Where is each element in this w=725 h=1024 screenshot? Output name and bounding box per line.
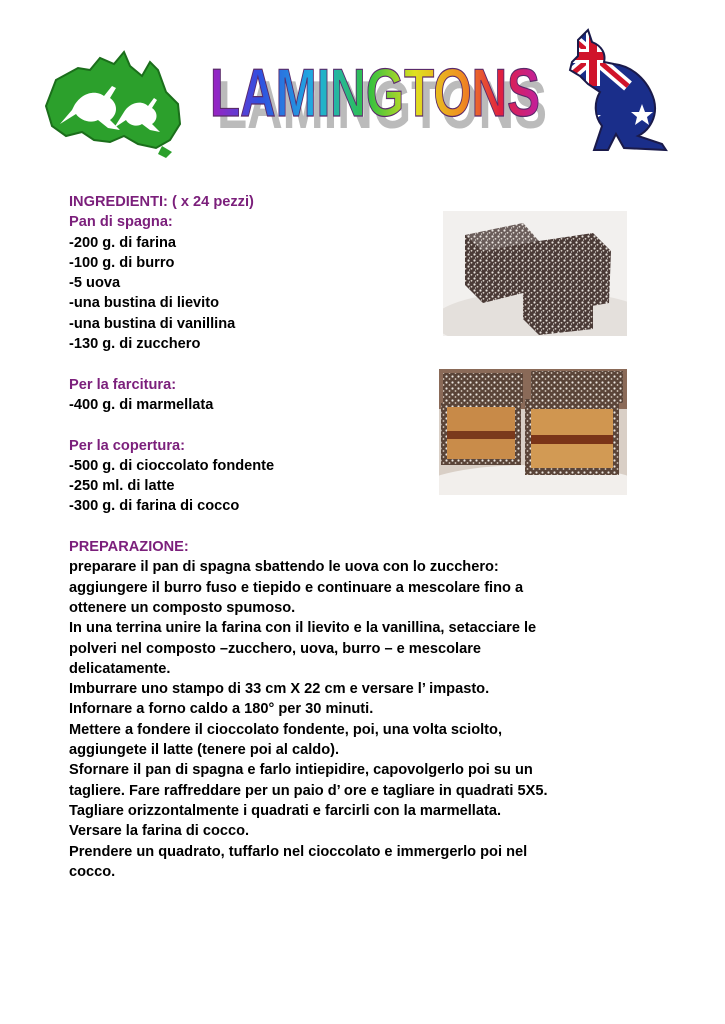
preparation-line: Sfornare il pan di spagna e farlo intiepidire, capovolgerlo poi su un xyxy=(69,762,533,779)
ingredient-item: -500 g. di cioccolato fondente xyxy=(69,457,275,474)
preparation-line: aggiungere il burro fuso e tiepido e continuare a mescolare fino a xyxy=(69,579,524,596)
australia-map-kangaroo-logo xyxy=(38,40,188,160)
preparation-line: tagliere. Fare raffreddare per un paio d’ ore e tagliare in quadrati 5X5. xyxy=(69,782,548,799)
preparation-line: preparare il pan di spagna sbattendo le uova con lo zucchero: xyxy=(69,559,499,576)
ingredient-item: -130 g. di zucchero xyxy=(69,336,201,353)
ingredient-item: -250 ml. di latte xyxy=(69,478,175,495)
preparation-line: Mettere a fondere il cioccolato fondente, poi, una volta sciolto, xyxy=(69,721,503,738)
section-heading-sponge: Pan di spagna: xyxy=(69,214,173,231)
preparation-line: Infornare a forno caldo a 180° per 30 minuti. xyxy=(69,701,374,718)
ingredient-item: -300 g. di farina di cocco xyxy=(69,498,240,515)
preparation-line: Prendere un quadrato, tuffarlo nel cioccolato e immergerlo poi nel xyxy=(69,843,528,860)
preparation-heading: PREPARAZIONE: xyxy=(69,539,189,556)
ingredient-item: -una bustina di vanillina xyxy=(69,315,236,332)
preparation-line: Imburrare uno stampo di 33 cm X 22 cm e versare l’ impasto. xyxy=(69,681,490,698)
svg-text:LAMINGTONS: LAMINGTONS xyxy=(217,67,547,140)
preparation-line: cocco. xyxy=(69,863,116,880)
ingredient-item: -una bustina di lievito xyxy=(69,295,219,312)
preparation-line: delicatamente. xyxy=(69,660,171,677)
ingredient-item: -5 uova xyxy=(69,275,121,292)
lamingtons-cut-photo xyxy=(439,369,627,495)
preparation-line: polveri nel composto –zucchero, uova, burro – e mescolare xyxy=(69,640,481,657)
ingredient-item: -400 g. di marmellata xyxy=(69,396,214,413)
preparation-line: In una terrina unire la farina con il lievito e la vanillina, setacciare le xyxy=(69,620,537,637)
svg-text:LAMINGTONS: LAMINGTONS xyxy=(210,55,540,131)
section-heading-coating: Per la copertura: xyxy=(69,437,185,454)
ingredient-item: -100 g. di burro xyxy=(69,254,175,271)
kangaroo-flag-icon xyxy=(558,26,688,156)
preparation-line: ottenere un composto spumoso. xyxy=(69,599,296,616)
page-title xyxy=(190,40,560,140)
ingredients-heading: INGREDIENTI: ( x 24 pezzi) xyxy=(69,194,254,210)
section-heading-filling: Per la farcitura: xyxy=(69,376,177,393)
preparation-line: aggiungete il latte (tenere poi al caldo). xyxy=(69,742,340,759)
ingredient-item: -200 g. di farina xyxy=(69,234,177,251)
lamingtons-photo xyxy=(443,211,627,336)
preparation-line: Tagliare orizzontalmente i quadrati e farcirli con la marmellata. xyxy=(69,802,501,819)
preparation-line: Versare la farina di cocco. xyxy=(69,823,250,840)
preparation-steps xyxy=(69,557,669,882)
